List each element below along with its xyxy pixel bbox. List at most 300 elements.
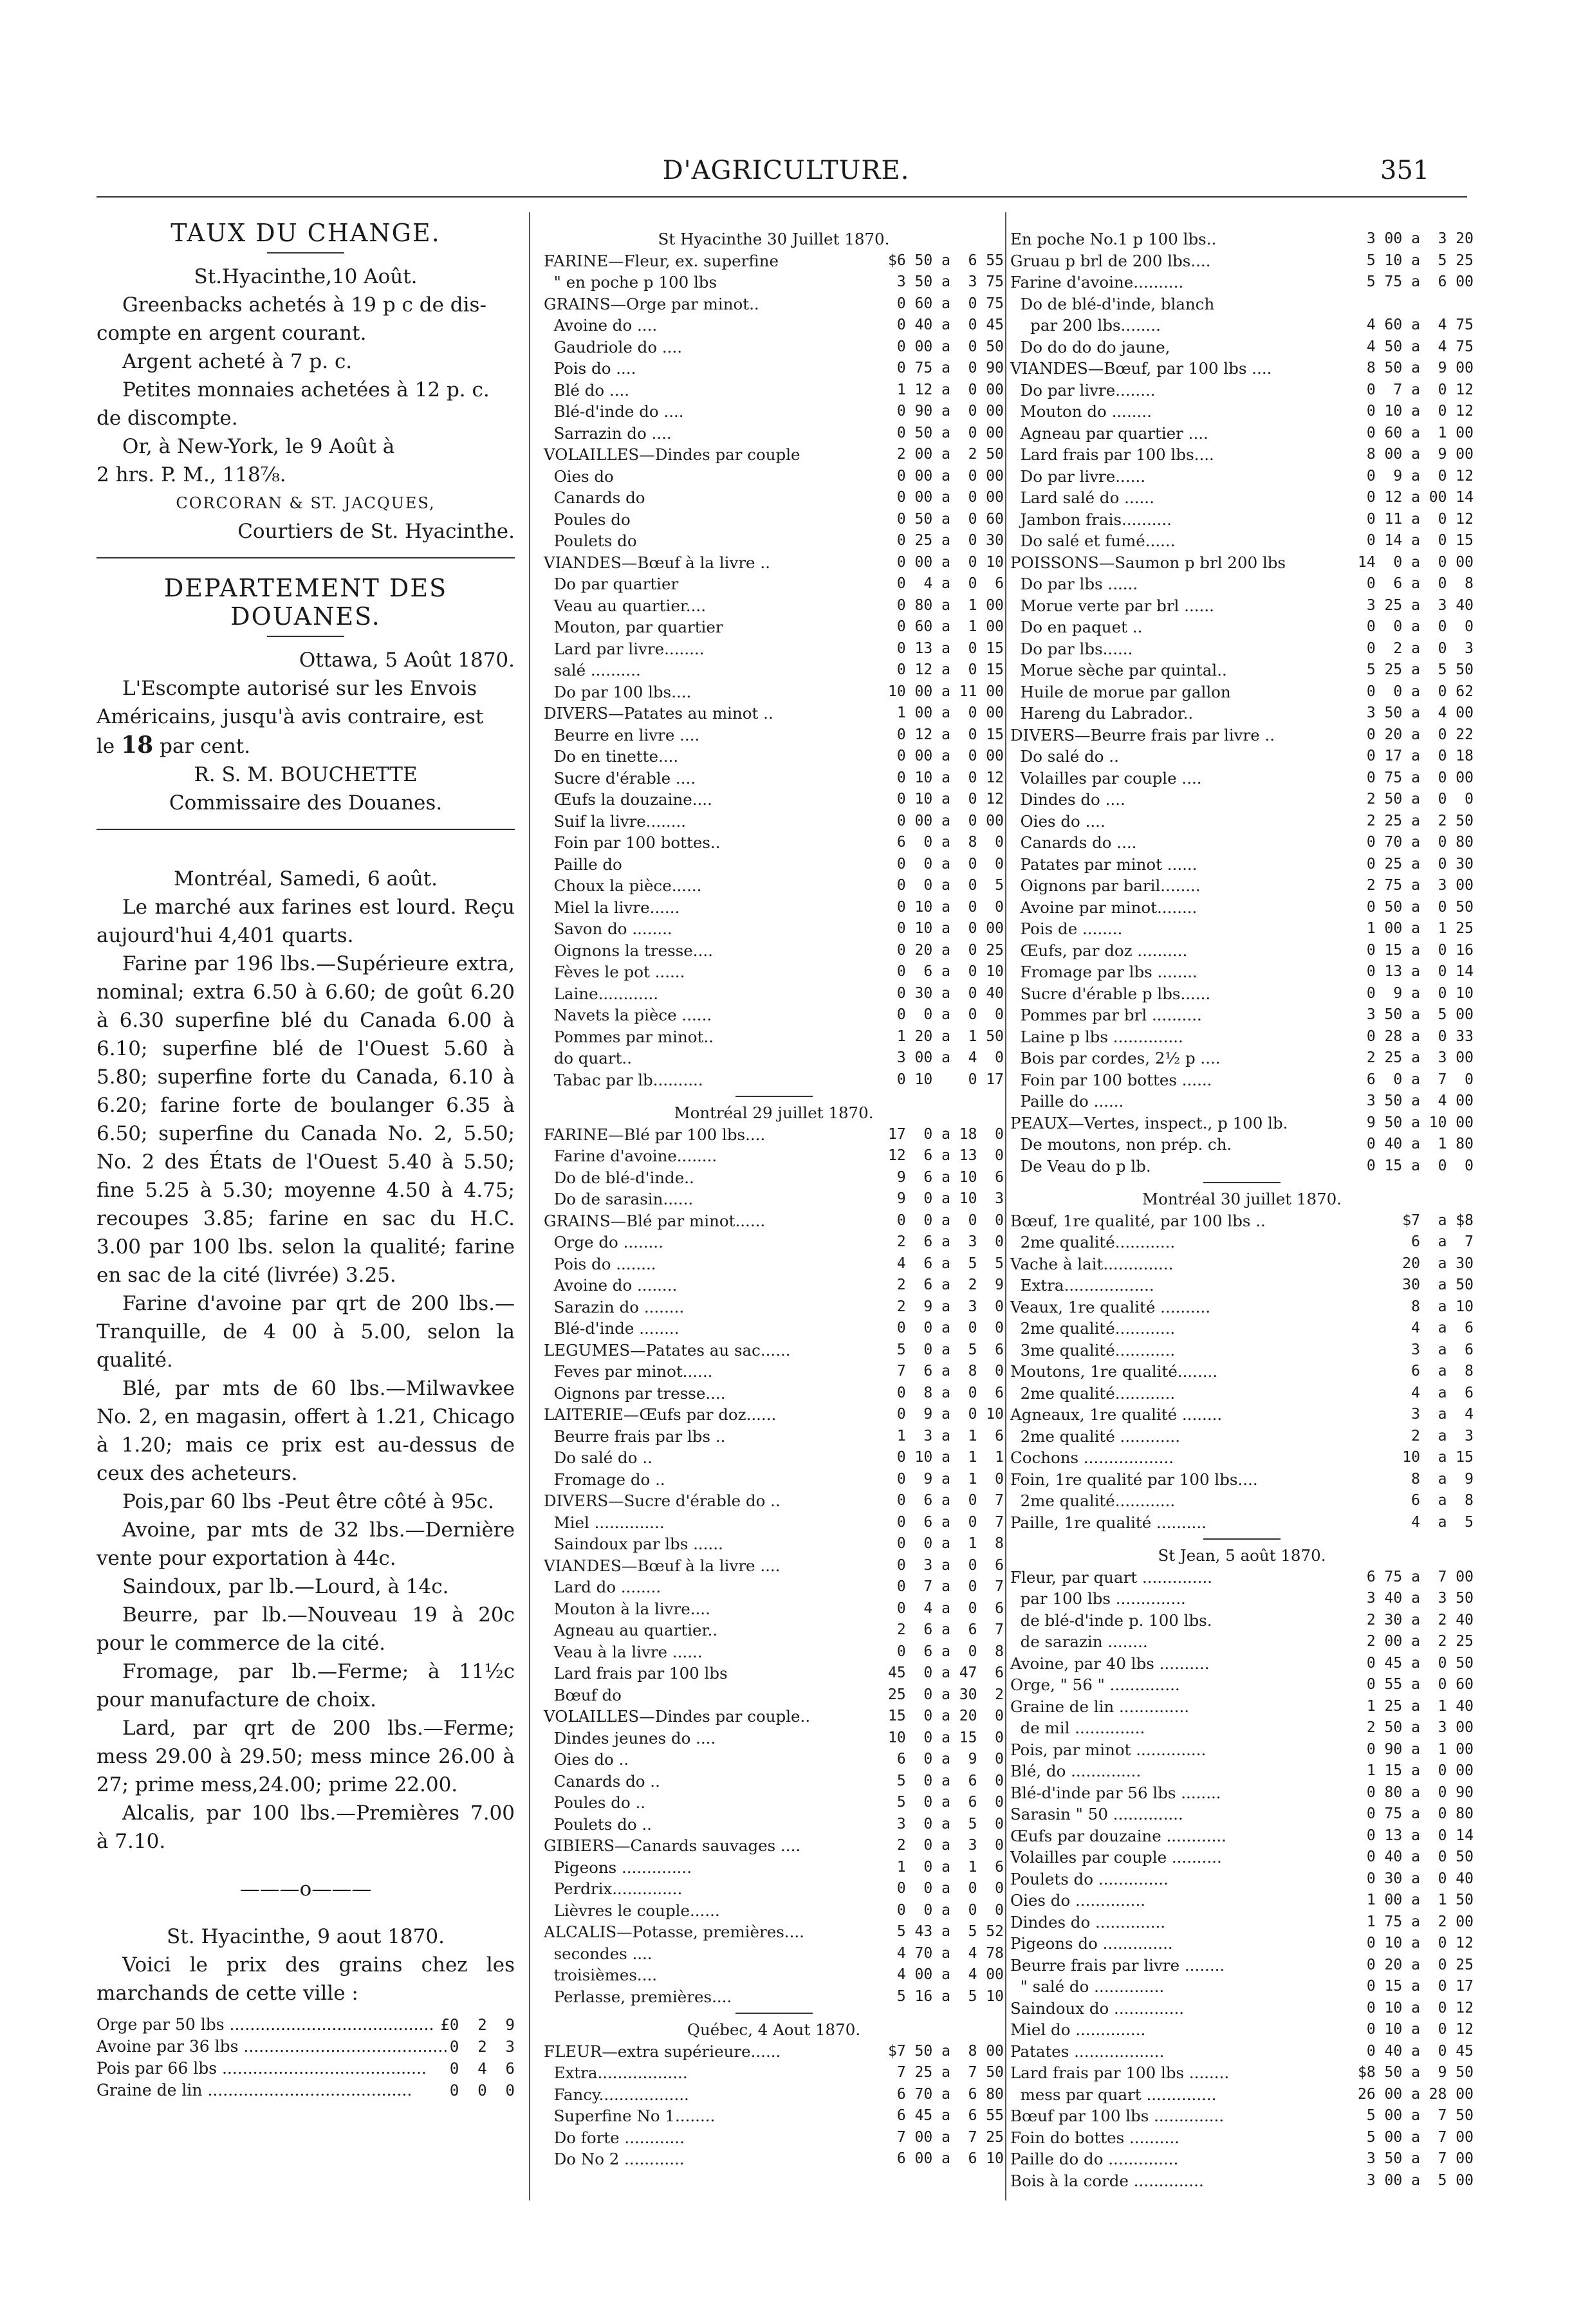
market-price: 3 0 a 5 0: [896, 1815, 1004, 1832]
market-row: [544, 293, 1004, 315]
market-item: GIBIERS—Canards sauvages ....: [544, 1836, 801, 1855]
market-row: [1010, 1231, 1474, 1253]
market-row: [1010, 918, 1474, 940]
market-item: de sarazin ........: [1010, 1632, 1148, 1651]
market-row: [1010, 1112, 1474, 1134]
market-item: Dindes do ..............: [1010, 1912, 1166, 1932]
market-item: Lard frais par 100 lbs ........: [1010, 2063, 1230, 2082]
market-row: [1010, 768, 1474, 789]
market-price: 0 00 a 0 00: [896, 812, 1004, 829]
exchange-p4b: 2 hrs. P. M., 118⅞.: [97, 463, 286, 486]
market-item: " en poche p 100 lbs: [544, 273, 717, 291]
market-item: Blé-d'inde par 56 lbs ........: [1010, 1783, 1221, 1802]
market-item: Oies do ..............: [1010, 1891, 1146, 1910]
market-price: 0 00 a 0 50: [896, 338, 1004, 355]
market-row: [544, 854, 1004, 876]
exchange-signature-1: CORCORAN & ST. JACQUES,: [176, 494, 436, 512]
market-price: 0 0 a 0 0: [896, 855, 1004, 872]
grain-label: Pois par 66 lbs ........................................: [97, 2059, 427, 2078]
market-price: 3 50 a 4 00: [1366, 705, 1474, 721]
market-row: [1010, 1512, 1474, 1534]
market-price: 0 17 a 0 18: [1366, 748, 1474, 764]
market-item: Lard par livre........: [544, 639, 705, 658]
market-row: [544, 1383, 1004, 1405]
market-row: [544, 659, 1004, 681]
market-row: [544, 1706, 1004, 1728]
market-price: 10 0 a 15 0: [887, 1729, 1004, 1746]
market-price: 0 12 a 0 15: [896, 661, 1004, 678]
market-item: VIANDES—Bœuf, par 100 lbs ....: [1010, 359, 1272, 378]
market-row: [544, 918, 1004, 940]
market-price: 5 0 a 5 6: [896, 1341, 1004, 1358]
market-row: [1010, 293, 1474, 315]
market-item: Lièvres le couple......: [544, 1901, 720, 1920]
market-item: Do do do do jaune,: [1010, 337, 1170, 356]
market-item: Huile de morue par gallon: [1010, 682, 1231, 701]
market-item: salé ..........: [544, 661, 641, 679]
spacer: [97, 1856, 515, 1875]
market-price: 4 6 a 5 5: [896, 1255, 1004, 1272]
market-price: 0 13 a 0 14: [1366, 1827, 1474, 1844]
market-row: [544, 1792, 1004, 1814]
market-row: [1010, 1069, 1474, 1091]
market-row: [1010, 1469, 1474, 1491]
market-price: 0 55 a 0 60: [1366, 1676, 1474, 1693]
market-row: [1010, 1253, 1474, 1275]
market-row: [1010, 789, 1474, 811]
market-row: [1010, 228, 1474, 250]
market-row: [544, 552, 1004, 574]
market-row: [544, 897, 1004, 919]
market-row: [1010, 337, 1474, 358]
market-price: 0 9 a 1 0: [896, 1470, 1004, 1488]
market-item: Miel la livre......: [544, 898, 680, 917]
market-row: [1010, 1447, 1474, 1469]
market-item: Perdrix..............: [544, 1879, 683, 1898]
market-item: Dindes do ....: [1010, 790, 1125, 809]
market-row: [1010, 1631, 1474, 1653]
market-price: 0 10 a 0 12: [896, 769, 1004, 786]
market-row: [1010, 1933, 1474, 1955]
market-price: 7 25 a 7 50: [896, 2064, 1004, 2081]
market-price: 2 25 a 3 00: [1366, 1049, 1474, 1066]
market-row: [544, 315, 1004, 337]
market-price: 0 00 a 0 10: [896, 553, 1004, 571]
market-row: [544, 1921, 1004, 1943]
market-item: 2me qualité............: [1010, 1233, 1176, 1251]
market-row: [544, 466, 1004, 488]
market-price: 3 a 6: [1411, 1341, 1474, 1358]
market-row: [544, 681, 1004, 703]
market-row: [544, 616, 1004, 638]
market-price: 0 50 a 0 00: [896, 424, 1004, 441]
market-item: Œufs la douzaine....: [544, 790, 712, 809]
grain-price: 0 0 0: [449, 2081, 515, 2099]
market-item: 2me qualité............: [1010, 1383, 1176, 1403]
market-row: [544, 1340, 1004, 1361]
market-row: [544, 811, 1004, 833]
market-price: 0 6 a 0 7: [896, 1513, 1004, 1531]
market-item: Pommes par brl ..........: [1010, 1006, 1202, 1024]
market-row: [544, 638, 1004, 660]
separator: ———o———: [239, 1877, 372, 1901]
market-price: 0 9 a 0 12: [1366, 467, 1474, 484]
market-price: 30 a 50: [1402, 1277, 1474, 1293]
market-item: Laine............: [544, 984, 659, 1003]
market-row: [544, 1641, 1004, 1663]
market-price: 5 00 a 7 50: [1366, 2107, 1474, 2124]
market-heading: Montréal 29 juillet 1870.: [674, 1103, 874, 1122]
market-item: GRAINS—Blé par minot......: [544, 1211, 766, 1230]
market-row: [1010, 681, 1474, 703]
market-item: Pigeons do ..............: [1010, 1934, 1173, 1953]
market-row: [1010, 2127, 1474, 2149]
exchange-p1: Greenbacks achetés à 19 p c de dis-: [122, 293, 486, 317]
customs-p1: L'Escompte autorisé sur les Envois: [122, 677, 477, 700]
market-row: [544, 1857, 1004, 1879]
market-row: [544, 1069, 1004, 1091]
market-item: Pois, par minot ..............: [1010, 1740, 1207, 1759]
market-price: 5 25 a 5 50: [1366, 661, 1474, 678]
page-number: 351: [1380, 156, 1430, 185]
market-row: [544, 1835, 1004, 1857]
section-rule: [97, 829, 515, 830]
market-item: par 200 lbs........: [1010, 316, 1161, 335]
market-row: [1010, 2019, 1474, 2041]
market-price: 6 70 a 6 80: [896, 2085, 1004, 2103]
market-row: [544, 789, 1004, 811]
market-item: Oies do ..: [544, 1750, 629, 1769]
market-item: de mil ..............: [1010, 1719, 1145, 1737]
customs-p1c-post: par cent.: [160, 735, 251, 758]
market-row: [544, 487, 1004, 509]
market-row: [1010, 875, 1474, 897]
market-price: 0 9 a 0 10: [896, 1406, 1004, 1423]
market-price: 0 7 a 0 7: [896, 1578, 1004, 1595]
market-price: 0 15 a 0 16: [1366, 941, 1474, 959]
market-row: [544, 1728, 1004, 1749]
market-item: Do par quartier: [544, 575, 679, 593]
spacer: [97, 1903, 515, 1923]
market-price: 0 40 a 0 45: [1366, 2042, 1474, 2060]
customs-title: DEPARTEMENT DES DOUANES.: [163, 574, 448, 631]
market-row: [1010, 595, 1474, 617]
header-rule: [97, 196, 1467, 198]
market-price: 0 13 a 0 15: [896, 640, 1004, 657]
montreal-paragraph: Pois,par 60 lbs -Peut être côté à 95c.: [122, 1490, 494, 1513]
market-item: Saindoux do ..............: [1010, 1998, 1185, 2018]
market-item: Avoine do ........: [544, 1276, 678, 1295]
montreal-report: [97, 893, 515, 1856]
market-price: 6 0 a 8 0: [896, 834, 1004, 851]
market-item: Do No 2 ............: [544, 2150, 685, 2168]
market-price: 0 6 a 0 8: [896, 1643, 1004, 1660]
market-price: 0 8 a 0 6: [896, 1384, 1004, 1401]
market-row: [544, 1318, 1004, 1340]
market-price: 1 00 a 1 50: [1366, 1892, 1474, 1908]
montreal-paragraph: Farine d'avoine par qrt de 200 lbs.—Tranquille, de 4 00 à 5.00, selon la qualité.: [97, 1292, 515, 1372]
market-price: 2 30 a 2 40: [1366, 1611, 1474, 1628]
market-row: [544, 940, 1004, 962]
market-price: 14 0 a 0 00: [1357, 553, 1474, 571]
market-item: Graine de lin ..............: [1010, 1697, 1190, 1716]
market-row: [1010, 2062, 1474, 2084]
market-price: 6 a 8: [1411, 1363, 1474, 1379]
market-row: [544, 272, 1004, 293]
market-price: 0 9 a 0 10: [1366, 984, 1474, 1002]
market-price: 4 50 a 4 75: [1366, 338, 1474, 355]
market-item: Morue verte par brl ......: [1010, 596, 1214, 615]
market-price: 2 00 a 2 50: [896, 446, 1004, 463]
market-item: Avoine, par 40 lbs ..........: [1010, 1654, 1210, 1673]
market-row: [1010, 854, 1474, 876]
market-item: En poche No.1 p 100 lbs..: [1010, 230, 1217, 248]
market-item: Blé-d'inde do ....: [544, 402, 684, 421]
market-row: [544, 875, 1004, 897]
market-price: 0 6 a 0 10: [896, 963, 1004, 980]
market-row: [1010, 315, 1474, 337]
market-price: 4 a 6: [1411, 1384, 1474, 1401]
market-item: Do par livre......: [1010, 466, 1145, 486]
market-price: 1 3 a 1 6: [896, 1427, 1004, 1444]
market-item: Oies do: [544, 466, 614, 486]
market-item: Cochons ..................: [1010, 1448, 1174, 1467]
market-price: 2 6 a 2 9: [896, 1277, 1004, 1293]
market-price: 9 50 a 10 00: [1366, 1114, 1474, 1131]
market-item: Perlasse, premières....: [544, 1987, 732, 2006]
market-price: 0 10 0 17: [896, 1071, 1004, 1088]
montreal-paragraph: Saindoux, par lb.—Lourd, à 14c.: [122, 1575, 449, 1598]
market-row: [544, 2041, 1004, 2063]
market-row: [1010, 401, 1474, 423]
market-item: Choux la pièce......: [544, 876, 702, 895]
market-item: Do par lbs......: [1010, 639, 1133, 658]
market-item: VOLAILLES—Dindes par couple: [544, 445, 800, 464]
market-row: [544, 2148, 1004, 2170]
market-price: 2 50 a 3 00: [1366, 1719, 1474, 1736]
market-price: 5 0 a 6 0: [896, 1794, 1004, 1811]
market-price: 9 6 a 10 6: [896, 1168, 1004, 1186]
market-row: [1010, 1868, 1474, 1890]
market-row: [544, 1447, 1004, 1469]
market-price: 0 90 a 1 00: [1366, 1740, 1474, 1758]
market-row: [544, 1253, 1004, 1275]
market-row: [544, 1275, 1004, 1296]
market-price: 0 20 a 0 22: [1366, 726, 1474, 743]
market-price: 1 00 a 1 25: [1366, 920, 1474, 937]
market-row: [1010, 1004, 1474, 1026]
market-row: [544, 1026, 1004, 1048]
market-row: [1010, 1134, 1474, 1156]
market-row: [1010, 1047, 1474, 1069]
montreal-paragraph: Avoine, par mts de 32 lbs.—Dernière vente pour exportation à 44c.: [97, 1518, 515, 1570]
market-item: Canards do ....: [1010, 833, 1137, 852]
market-item: Poulets do ..............: [1010, 1869, 1169, 1888]
market-price: 0 15 a 0 0: [1366, 1157, 1474, 1174]
montreal-paragraph: Blé, par mts de 60 lbs.—Milwavkee No. 2, en magasin, offert à 1.21, Chicago à 1.20; mais ce prix est au-dessus de ceux des acheteurs.: [97, 1377, 515, 1485]
market-item: DIVERS—Sucre d'érable do ..: [544, 1491, 781, 1510]
market-price: $7 50 a 8 00: [887, 2042, 1004, 2060]
market-price: 0 6 a 0 8: [1366, 575, 1474, 592]
grain-price-row: [97, 2080, 515, 2101]
market-item: Fromage do ..: [544, 1470, 665, 1489]
spacer: [97, 845, 515, 865]
market-price: 2 50 a 0 0: [1366, 791, 1474, 807]
montreal-paragraph: Lard, par qrt de 200 lbs.—Ferme; mess 29.00 à 29.50; mess mince 26.00 à 27; prime mess,24.00; prime 22.00.: [97, 1717, 515, 1796]
market-row: [1010, 466, 1474, 488]
market-price: 0 6 a 0 7: [896, 1492, 1004, 1509]
market-row: [1010, 2170, 1474, 2192]
market-row: [1010, 1091, 1474, 1112]
market-price: 2 75 a 3 00: [1366, 877, 1474, 894]
exchange-p1b: compte en argent courant.: [97, 322, 367, 345]
market-price: 0 75 a 0 00: [1366, 769, 1474, 786]
market-row: [544, 1231, 1004, 1253]
market-price: 0 40 a 1 80: [1366, 1136, 1474, 1152]
market-price: [1326, 293, 1474, 315]
market-item: Canards do ..: [544, 1771, 660, 1791]
market-item: Beurre frais par livre ........: [1010, 1955, 1225, 1975]
market-price: 25 0 a 30 2: [887, 1686, 1004, 1703]
market-row: [1010, 746, 1474, 768]
market-item: Gruau p brl de 200 lbs....: [1010, 251, 1211, 270]
market-row: [1010, 1825, 1474, 1847]
market-price: 1 00 a 0 00: [896, 705, 1004, 721]
market-item: Agneau au quartier..: [544, 1621, 718, 1639]
market-price: 0 10 a 0 12: [1366, 403, 1474, 420]
market-price: 0 25 a 0 30: [1366, 855, 1474, 872]
market-item: Bœuf, 1re qualité, par 100 lbs ..: [1010, 1211, 1266, 1230]
market-item: Suif la livre........: [544, 811, 687, 831]
market-row: [544, 1124, 1004, 1146]
market-price: 0 70 a 0 80: [1366, 834, 1474, 851]
market-row: [1010, 530, 1474, 552]
grain-price-row: [97, 2058, 515, 2080]
market-price: 6 a 8: [1411, 1492, 1474, 1509]
market-row: [1010, 1490, 1474, 1512]
market-price: 1 0 a 1 6: [896, 1858, 1004, 1876]
exchange-p4: Or, à New-York, le 9 Août à: [122, 435, 395, 458]
market-item: Moutons, 1re qualité........: [1010, 1362, 1218, 1381]
market-price: 1 20 a 1 50: [896, 1028, 1004, 1045]
market-price: 1 12 a 0 00: [896, 381, 1004, 398]
market-row: [544, 1188, 1004, 1210]
market-item: Sarrazin do ....: [544, 423, 672, 443]
market-item: Gaudriole do ....: [544, 337, 683, 356]
market-item: Foin par 100 bottes..: [544, 833, 721, 852]
customs-rate: 18: [121, 732, 154, 759]
market-item: 3me qualité............: [1010, 1340, 1176, 1360]
market-row: [544, 1047, 1004, 1069]
market-item: Patates par minot ......: [1010, 854, 1197, 874]
market-price: 0 0 a 0 5: [896, 877, 1004, 894]
market-price: 0 80 a 0 90: [1366, 1784, 1474, 1801]
market-price: 6 0 a 9 0: [896, 1751, 1004, 1767]
exchange-dateline: St.Hyacinthe,10 Août.: [194, 265, 418, 288]
market-item: Poulets do ..: [544, 1814, 652, 1834]
market-item: Hareng du Labrador..: [1010, 704, 1194, 723]
market-price: 3 25 a 3 40: [1366, 596, 1474, 614]
customs-p1b: Américains, jusqu'à avis contraire, est: [97, 705, 484, 728]
market-row: [544, 401, 1004, 423]
market-row: [1010, 832, 1474, 854]
market-item: Oignons par baril........: [1010, 876, 1201, 895]
market-row: [544, 1426, 1004, 1448]
market-item: Do de sarasin......: [544, 1190, 694, 1208]
market-price: 3 50 a 7 00: [1366, 2150, 1474, 2167]
market-price: 0 0 a 1 8: [896, 1535, 1004, 1552]
market-price: 7 6 a 8 0: [896, 1363, 1004, 1379]
market-price: 0 0 a 0 0: [1366, 618, 1474, 635]
market-item: Beurre frais par lbs ..: [544, 1426, 726, 1446]
customs-signature-2: Commissaire des Douanes.: [169, 791, 443, 815]
market-item: Mouton à la livre....: [544, 1599, 710, 1618]
market-price: 0 80 a 1 00: [896, 596, 1004, 614]
market-row: [1010, 703, 1474, 724]
column-divider-2: [1005, 212, 1006, 2200]
market-price: 0 40 a 0 45: [896, 317, 1004, 333]
market-price: 5 16 a 5 10: [896, 1987, 1004, 2005]
market-item: Agneau par quartier ....: [1010, 423, 1208, 443]
market-price: 0 0 a 0 0: [896, 1320, 1004, 1336]
market-price: 6 45 a 6 55: [896, 2107, 1004, 2124]
market-item: " salé do ..............: [1010, 1977, 1165, 1996]
market-price: 0 20 a 0 25: [896, 941, 1004, 959]
market-price: 0 28 a 0 33: [1366, 1028, 1474, 1045]
market-price: 5 0 a 6 0: [896, 1772, 1004, 1789]
market-item: Lard do ........: [544, 1578, 661, 1596]
market-item: Veau à la livre ......: [544, 1642, 703, 1661]
market-row: [1010, 1588, 1474, 1610]
market-row: [544, 1555, 1004, 1577]
market-item: Dindes jeunes do ....: [544, 1728, 716, 1748]
market-row: [544, 423, 1004, 445]
market-item: Pommes par minot..: [544, 1027, 714, 1046]
market-price: $6 50 a 6 55: [887, 252, 1004, 269]
market-price: 0 15 a 0 17: [1366, 1978, 1474, 1995]
market-price: 2 9 a 3 0: [896, 1298, 1004, 1315]
market-price: 5 00 a 7 00: [1366, 2128, 1474, 2146]
market-price: 5 43 a 5 52: [896, 1923, 1004, 1940]
market-row: [544, 337, 1004, 358]
market-item: FARINE—Fleur, ex. superfine: [544, 251, 779, 270]
market-price: 0 00 a 0 00: [896, 748, 1004, 764]
market-item: Volailles par couple ..........: [1010, 1848, 1222, 1867]
market-row: [1010, 1847, 1474, 1868]
market-price: 3 00 a 5 00: [1366, 2172, 1474, 2189]
grain-label: Avoine par 36 lbs ........................................: [97, 2037, 448, 2056]
grain-price-row: [97, 2014, 515, 2036]
market-item: Veau au quartier....: [544, 596, 706, 615]
market-row: [544, 1296, 1004, 1318]
column-middle: [544, 228, 1004, 2170]
market-row: [544, 250, 1004, 272]
market-row: [544, 595, 1004, 617]
market-price: 3 50 a 3 75: [896, 273, 1004, 290]
market-item: Morue sèche par quintal..: [1010, 661, 1227, 679]
market-item: do quart..: [544, 1049, 632, 1067]
market-row: [1010, 423, 1474, 445]
market-heading: Québec, 4 Aout 1870.: [687, 2020, 861, 2039]
market-row: [544, 724, 1004, 746]
market-row: [544, 1145, 1004, 1167]
exchange-p3b: de discompte.: [97, 407, 238, 430]
market-item: Poulets do: [544, 531, 637, 550]
market-item: Fleur, par quart ..............: [1010, 1567, 1212, 1587]
market-price: 0 0 a 0 0: [896, 1901, 1004, 1919]
market-item: troisièmes....: [544, 1966, 658, 1984]
market-item: De Veau do p lb.: [1010, 1156, 1151, 1176]
